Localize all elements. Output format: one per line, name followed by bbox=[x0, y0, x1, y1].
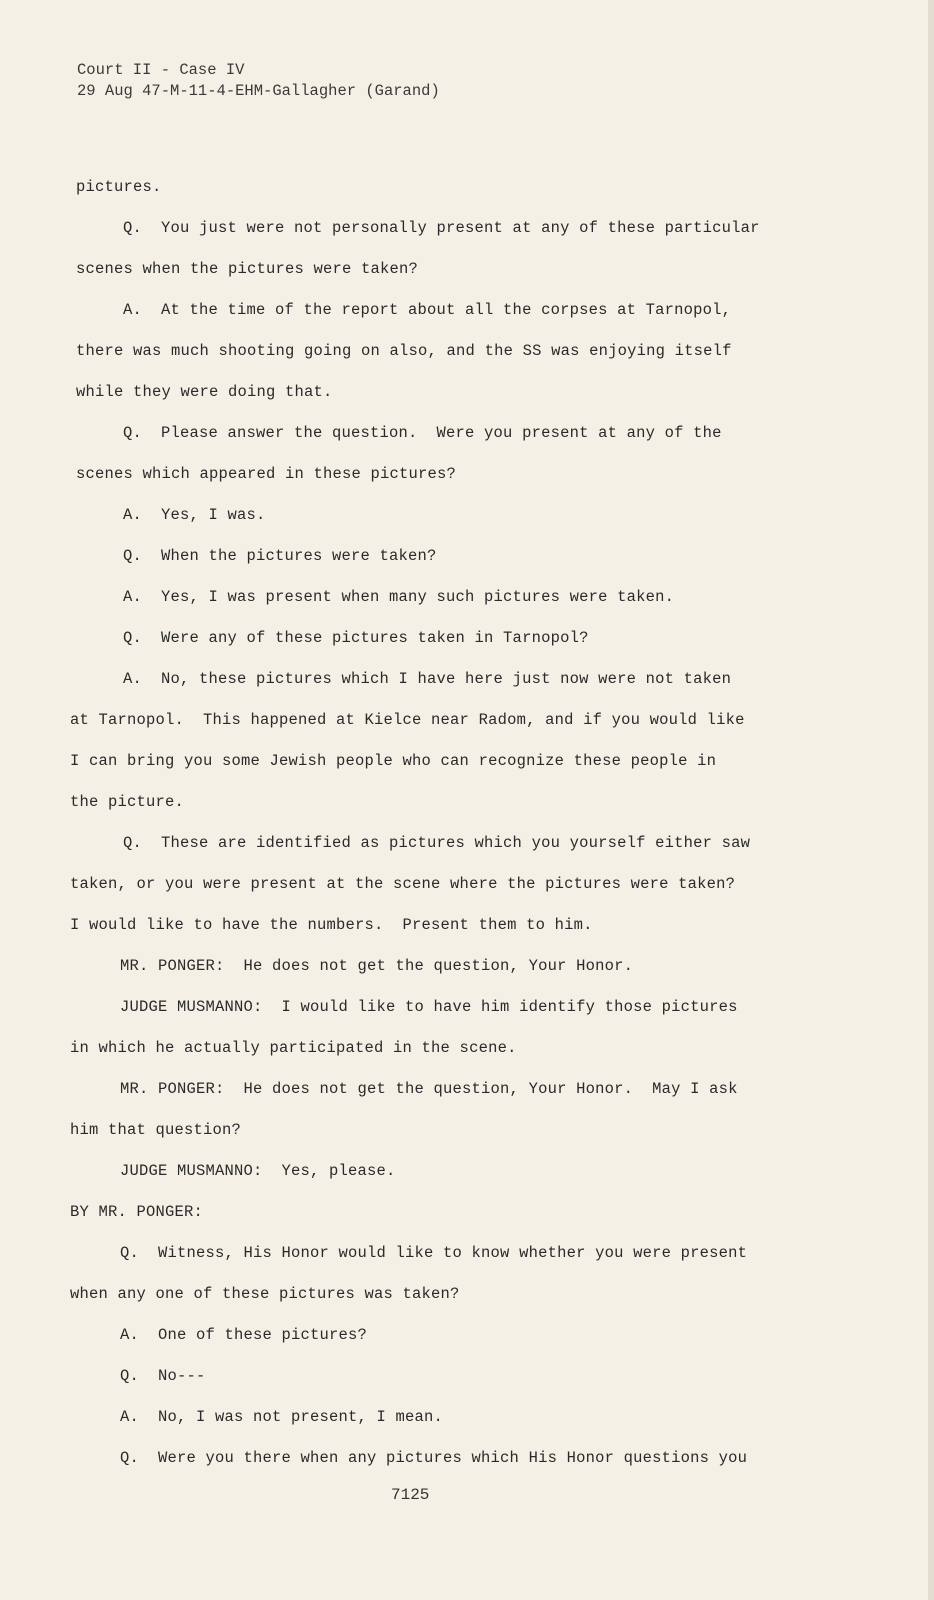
transcript-line: Q. Please answer the question. Were you present at any of the bbox=[123, 424, 722, 442]
transcript-line: taken, or you were present at the scene where the pictures were taken? bbox=[70, 875, 736, 893]
transcript-line: JUDGE MUSMANNO: I would like to have him identify those pictures bbox=[120, 998, 738, 1016]
transcript-line: A. At the time of the report about all the corpses at Tarnopol, bbox=[123, 301, 732, 319]
page-number: 7125 bbox=[391, 1486, 430, 1504]
transcript-line: A. Yes, I was present when many such pictures were taken. bbox=[123, 588, 675, 606]
session-reference: 29 Aug 47-M-11-4-EHM-Gallagher (Garand) bbox=[77, 82, 440, 100]
transcript-line: BY MR. PONGER: bbox=[70, 1203, 204, 1221]
transcript-body bbox=[70, 176, 870, 1488]
transcript-line: I would like to have the numbers. Present them to him. bbox=[70, 916, 593, 934]
transcript-line: Q. Were any of these pictures taken in Tarnopol? bbox=[123, 629, 589, 647]
transcript-line: Q. No--- bbox=[120, 1367, 206, 1385]
transcript-line: while they were doing that. bbox=[76, 383, 333, 401]
page-edge-shadow bbox=[928, 0, 934, 1600]
transcript-line: JUDGE MUSMANNO: Yes, please. bbox=[120, 1162, 396, 1180]
transcript-line: Q. When the pictures were taken? bbox=[123, 547, 437, 565]
transcript-line: A. Yes, I was. bbox=[123, 506, 266, 524]
transcript-line: MR. PONGER: He does not get the question, Your Honor. May I ask bbox=[120, 1080, 738, 1098]
transcript-line: scenes when the pictures were taken? bbox=[76, 260, 419, 278]
transcript-line: the picture. bbox=[70, 793, 185, 811]
transcript-line: in which he actually participated in the scene. bbox=[70, 1039, 517, 1057]
transcript-line: Q. You just were not personally present at any of these particular bbox=[123, 219, 760, 237]
transcript-line: Q. Were you there when any pictures which His Honor questions you bbox=[120, 1449, 748, 1467]
transcript-line: MR. PONGER: He does not get the question, Your Honor. bbox=[120, 957, 634, 975]
transcript-line: scenes which appeared in these pictures? bbox=[76, 465, 457, 483]
transcript-line: A. No, I was not present, I mean. bbox=[120, 1408, 444, 1426]
transcript-line: Q. These are identified as pictures which you yourself either saw bbox=[123, 834, 751, 852]
document-header bbox=[77, 60, 440, 102]
transcript-line: when any one of these pictures was taken? bbox=[70, 1285, 460, 1303]
transcript-line: A. One of these pictures? bbox=[120, 1326, 368, 1344]
transcript-line: him that question? bbox=[70, 1121, 242, 1139]
case-label: Court II - Case IV bbox=[77, 61, 245, 79]
transcript-line: at Tarnopol. This happened at Kielce near Radom, and if you would like bbox=[70, 711, 745, 729]
transcript-line: there was much shooting going on also, and the SS was enjoying itself bbox=[76, 342, 732, 360]
transcript-line: A. No, these pictures which I have here just now were not taken bbox=[123, 670, 732, 688]
transcript-line: Q. Witness, His Honor would like to know whether you were present bbox=[120, 1244, 748, 1262]
transcript-line: pictures. bbox=[76, 178, 162, 196]
transcript-line: I can bring you some Jewish people who can recognize these people in bbox=[70, 752, 717, 770]
